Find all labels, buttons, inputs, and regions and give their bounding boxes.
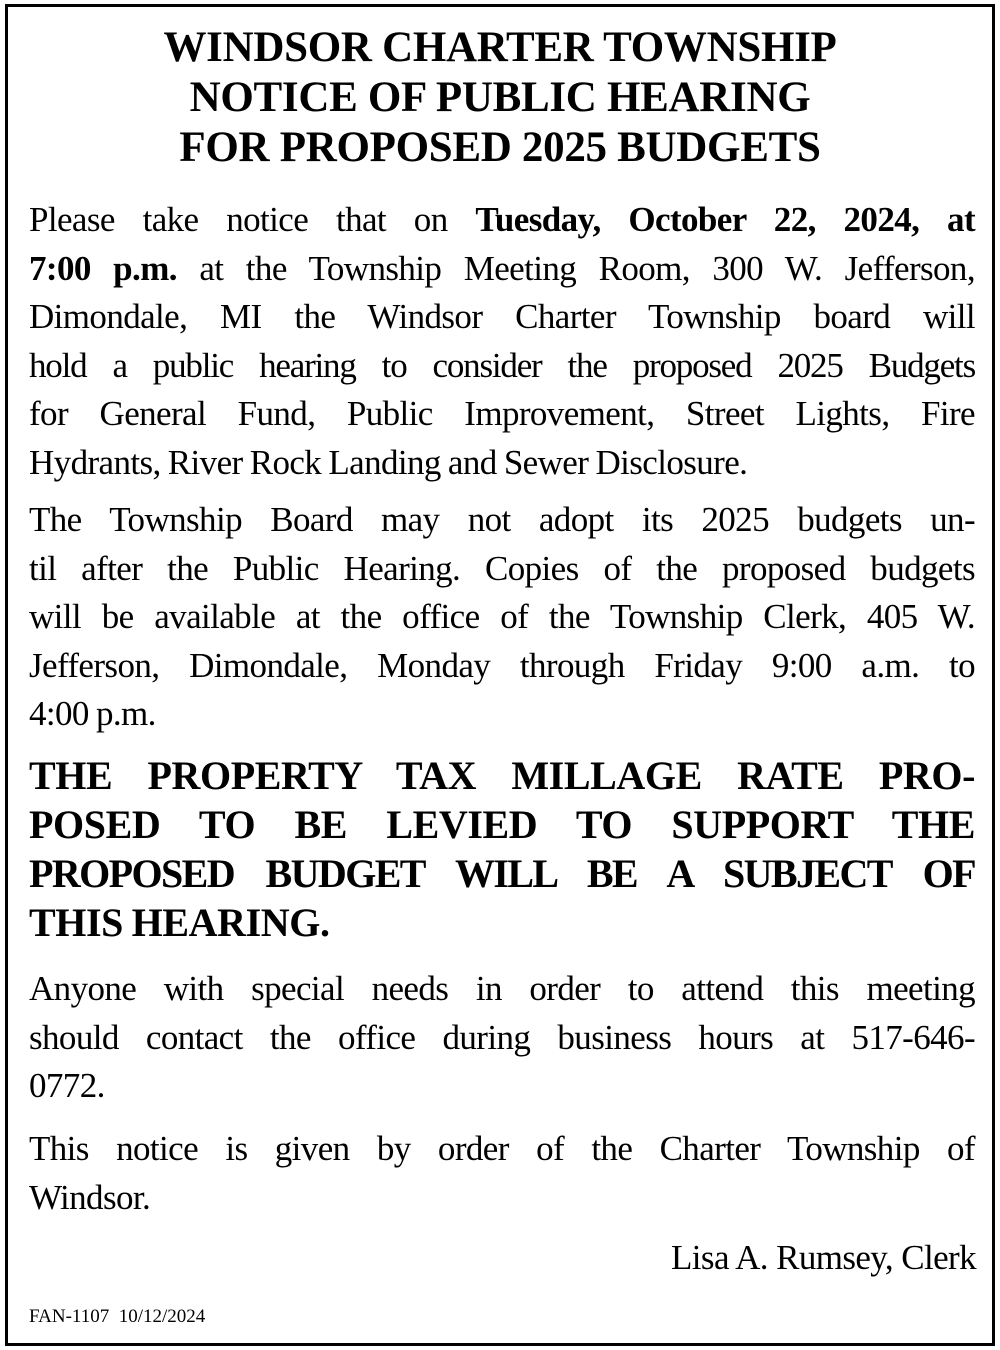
title-line: NOTICE OF PUBLIC HEARING [189, 74, 811, 121]
text-line: 4:00 p.m. [29, 694, 156, 733]
text-line: This notice is given by order of the Charter Township of [29, 1129, 975, 1168]
text-line [29, 245, 975, 294]
text-line: THIS HEARING. [29, 900, 330, 945]
text-line: The Township Board may not adopt its 2025 budgets un- [29, 500, 975, 539]
text-line: hold a public hearing to consider the proposed 2025 Budgets [29, 345, 975, 385]
hearing-time: 7:00 p.m. [29, 248, 177, 288]
title-line: WINDSOR CHARTER TOWNSHIP [163, 24, 837, 71]
special-needs-paragraph [29, 965, 975, 1111]
text-line: Anyone with special needs in order to attend this meeting [29, 969, 975, 1008]
meeting-location: at the Township Meeting Room, 300 W. Jefferson, [199, 248, 975, 288]
text-line: THE PROPERTY TAX MILLAGE RATE PRO- [29, 753, 975, 798]
text-line: 0772. [29, 1066, 105, 1105]
text-line: for General Fund, Public Improvement, Street Lights, Fire [29, 394, 975, 433]
text-line [29, 196, 975, 245]
text-line: POSED TO BE LEVIED TO SUPPORT THE [29, 802, 975, 847]
public-notice [5, 4, 995, 1346]
text-line: Dimondale, MI the Windsor Charter Township board will [29, 297, 975, 336]
hearing-details-paragraph [29, 196, 975, 487]
hearing-date: Tuesday, October 22, 2024, at [475, 200, 975, 239]
clerk-signature: Lisa A. Rumsey, Clerk [671, 1238, 976, 1277]
text-line: Hydrants, River Rock Landing and Sewer Disclosure. [29, 442, 748, 482]
text-line: will be available at the office of the Township Clerk, 405 W. [29, 597, 975, 636]
intro-text: Please take notice that on [29, 200, 448, 239]
text-line: Windsor. [29, 1177, 151, 1217]
notice-title [8, 23, 992, 173]
text-line: Jefferson, Dimondale, Monday through Friday 9:00 a.m. to [29, 645, 975, 685]
text-line: PROPOSED BUDGET WILL BE A SUBJECT OF [29, 851, 975, 896]
title-line: FOR PROPOSED 2025 BUDGETS [179, 124, 821, 171]
millage-rate-statement [29, 751, 975, 947]
budget-availability-paragraph [29, 496, 975, 739]
publication-reference: FAN-1107 10/12/2024 [29, 1306, 206, 1327]
order-statement-paragraph [29, 1125, 975, 1222]
text-line: should contact the office during business hours at 517-646- [29, 1017, 975, 1057]
text-line: til after the Public Hearing. Copies of the proposed budgets [29, 548, 975, 588]
